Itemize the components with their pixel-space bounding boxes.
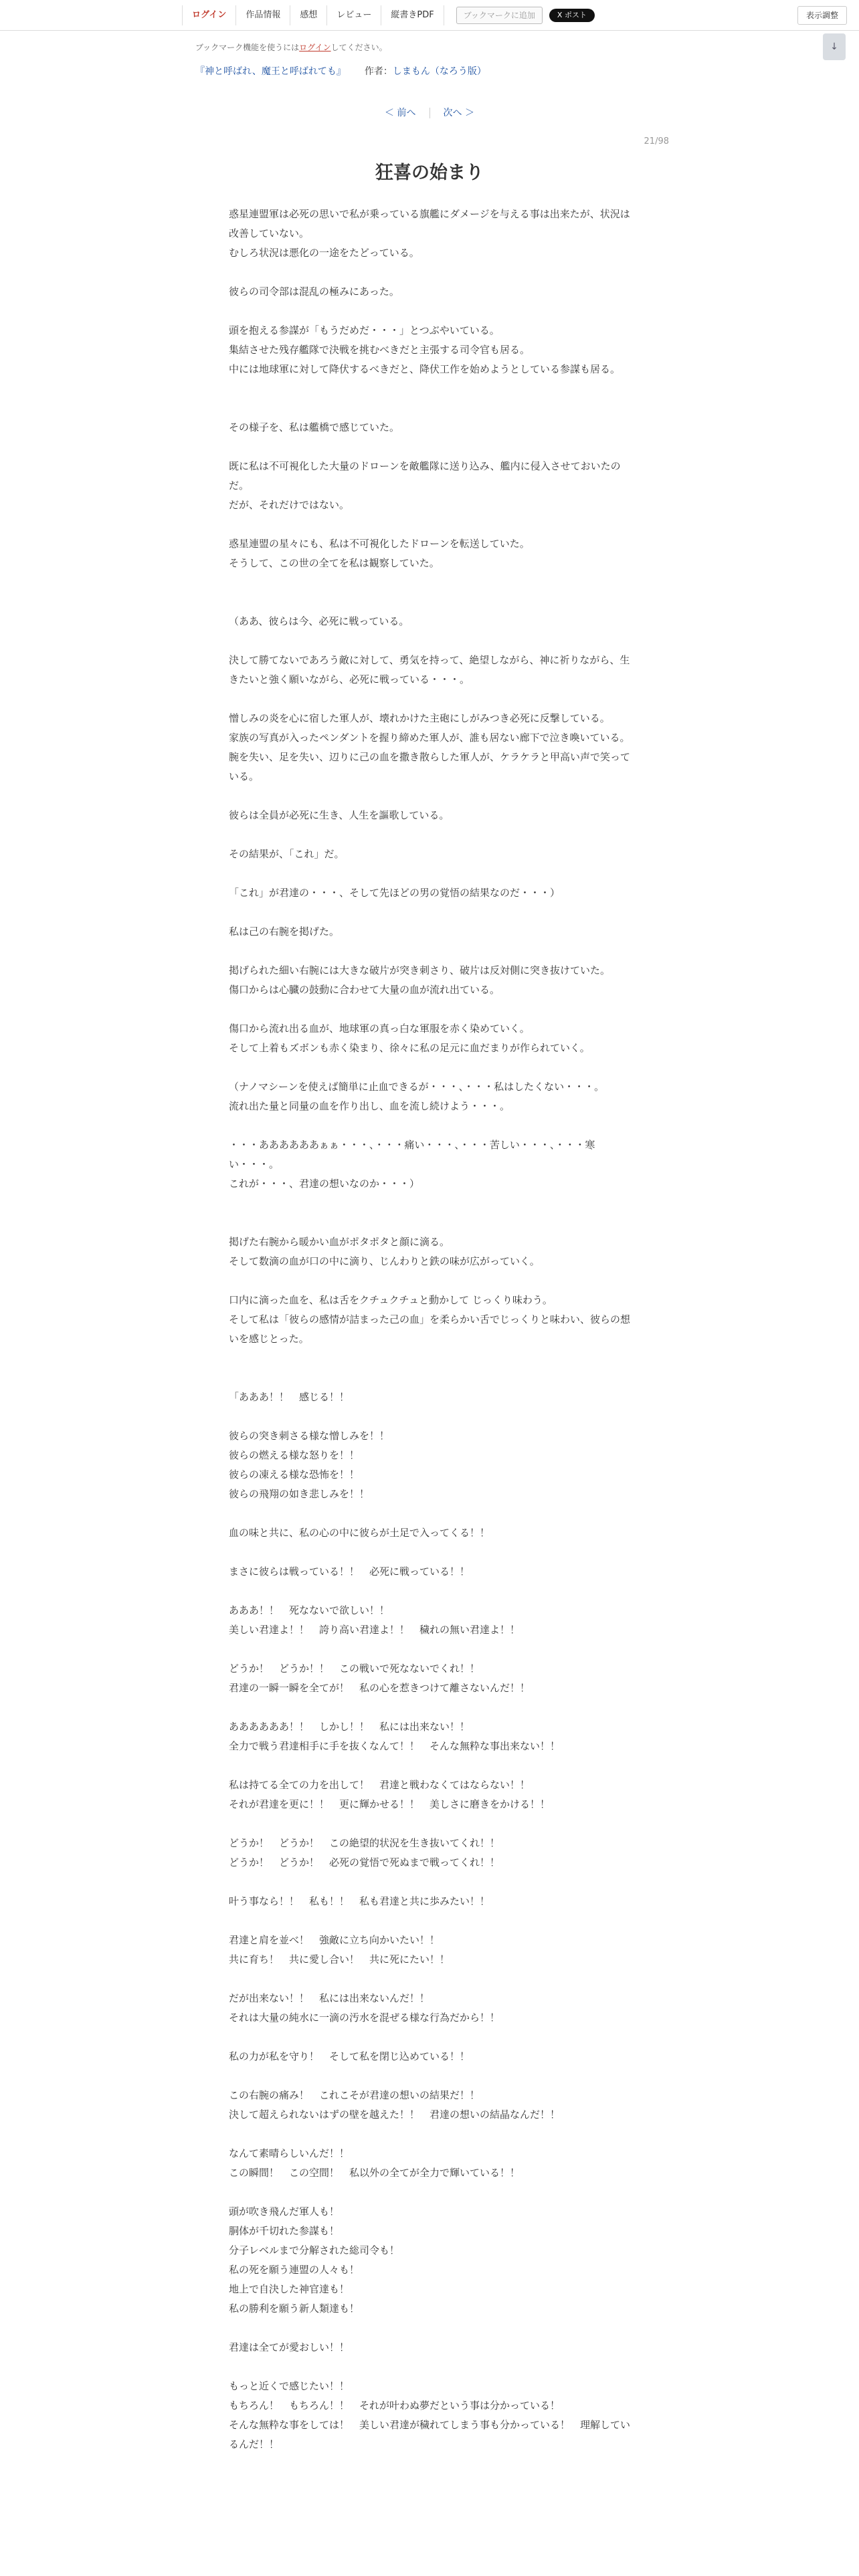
- chevron-down-icon: ↓: [830, 41, 838, 52]
- body-line: 全力で戦う君達相手に手を抜くなんて！！ そんな無粋な事出来ない！！: [229, 1740, 561, 1752]
- body-line: 私の勝利を願う新人類達も！: [229, 2302, 360, 2315]
- pager: [0, 106, 859, 119]
- body-line: 私は己の右腕を掲げた。: [229, 926, 340, 938]
- body-line: その結果が、「これ」だ。: [229, 848, 345, 860]
- body-line: 決して超えられないはずの壁を越えた！！ 君達の想いの結晶なんだ！！: [229, 2109, 561, 2121]
- body-line: どうか！ どうか！！ この戦いで死なないでくれ！！: [229, 1662, 480, 1675]
- body-line: どうか！ どうか！ 必死の覚悟で死ぬまで戦ってくれ！！: [229, 1856, 500, 1868]
- body-line: [229, 573, 630, 593]
- body-line: 惑星連盟の星々にも、私は不可視化したドローンを転送していた。: [229, 538, 530, 550]
- impressions-link[interactable]: 感想: [290, 5, 326, 25]
- body-line: [229, 631, 630, 651]
- body-line: 口内に滴った血を、私は舌をクチュクチュと動かして じっくり味わう。: [229, 1294, 553, 1306]
- body-line: [229, 2028, 630, 2047]
- body-line: そんな無粋な事をしては！ 美しい君達が穢れてしまう事も分かっている！ 理解しているんだ！！: [229, 2419, 631, 2450]
- scroll-down-button[interactable]: [823, 33, 846, 60]
- body-line: [229, 263, 630, 282]
- body-line: [229, 515, 630, 534]
- body-line: そして上着もズボンも赤く染まり、徐々に私の足元に血だまりが作られていく。: [229, 1042, 590, 1054]
- body-line: 決して勝てないであろう敵に対して、勇気を持って、絶望しながら、神に祈りながら、生きたいと強く願いながら、必死に戦っている・・・。: [229, 654, 630, 685]
- body-line: なんて素晴らしいんだ！！: [229, 2147, 350, 2159]
- body-line: [229, 593, 630, 612]
- body-line: 私は持てる全ての力を出して！ 君達と戦わなくてはならない！！: [229, 1779, 531, 1791]
- body-line: [229, 1058, 630, 1077]
- novel-info-link[interactable]: 作品情報: [235, 5, 290, 25]
- notice-prefix: ブックマーク機能を使うには: [195, 43, 300, 52]
- body-line: [229, 1213, 630, 1232]
- body-line: [229, 786, 630, 806]
- body-line: 君達の一瞬一瞬を全てが！ 私の心を惹きつけて離さないんだ！！: [229, 1682, 531, 1694]
- body-line: [229, 1911, 630, 1931]
- body-line: [229, 1582, 630, 1601]
- body-line: ・・・ああああああぁぁ・・・、・・・痛い・・・、・・・苦しい・・・、・・・寒い・・・。: [229, 1139, 595, 1170]
- body-line: それは大量の純水に一滴の汚水を混ぜる様な行為だから！！: [229, 2012, 500, 2024]
- body-line: そして数滴の血が口の中に滴り、じんわりと鉄の味が広がっていく。: [229, 1255, 540, 1267]
- body-line: 掲げられた細い右腕には大きな破片が突き刺さり、破片は反対側に突き抜けていた。: [229, 964, 611, 976]
- body-line: 地上で自決した神官達も！: [229, 2283, 350, 2295]
- body-line: 集結させた残存艦隊で決戦を挑むべきだと主張する司令官も居る。: [229, 344, 531, 356]
- body-line: 彼らの突き刺さる様な憎しみを！！: [229, 1430, 390, 1442]
- body-line: 惑星連盟軍は必死の思いで私が乗っている旗艦にダメージを与える事は出来たが、状況は改善していない。: [229, 208, 630, 239]
- notice-login-link[interactable]: ログイン: [299, 43, 331, 52]
- body-line: [229, 1349, 630, 1368]
- chapter-title: 狂喜の始まり: [375, 163, 484, 183]
- body-line: 頭が吹き飛んだ軍人も！: [229, 2206, 340, 2218]
- body-line: 中には地球軍に対して降伏するべきだと、降伏工作を始めようとしている参謀も居る。: [229, 363, 621, 375]
- body-line: 彼らの司令部は混乱の極みにあった。: [229, 286, 399, 298]
- add-bookmark-button[interactable]: ブックマークに追加: [456, 7, 543, 24]
- body-line: 私の死を願う連盟の人々も！: [229, 2264, 360, 2276]
- body-line: むしろ状況は悪化の一途をたどっている。: [229, 247, 419, 259]
- body-line: 叶う事なら！！ 私も！！ 私も君達と共に歩みたい！！: [229, 1895, 490, 1907]
- body-line: [229, 2357, 630, 2377]
- body-line: [229, 1000, 630, 1019]
- body-line: 彼らの凍える様な恐怖を！！: [229, 1469, 360, 1481]
- body-line: [229, 942, 630, 961]
- body-line: （ナノマシーンを使えば簡単に止血できるが・・・、・・・私はしたくない・・・。: [229, 1081, 605, 1093]
- body-line: 彼らの飛翔の如き悲しみを！！: [229, 1488, 370, 1500]
- body-line: そうして、この世の全てを私は観察していた。: [229, 557, 440, 569]
- body-line: 掲げた右腕から暖かい血がポタポタと顔に滴る。: [229, 1236, 450, 1248]
- body-line: [229, 1640, 630, 1659]
- top-bar: [0, 0, 859, 31]
- body-line: だが、それだけではない。: [229, 499, 350, 511]
- body-line: 「あああ！！ 感じる！！: [229, 1391, 350, 1403]
- body-line: この右腕の痛み！ これこそが君達の想いの結果だ！！: [229, 2089, 480, 2101]
- chapter-body: [229, 205, 630, 2454]
- login-link[interactable]: ログイン: [182, 5, 235, 25]
- review-link[interactable]: レビュー: [326, 5, 381, 25]
- body-line: 傷口から流れ出る血が、地球軍の真っ白な軍服を赤く染めていく。: [229, 1023, 530, 1035]
- body-line: [229, 379, 630, 399]
- notice-suffix: してください。: [330, 43, 387, 52]
- body-line: [229, 1814, 630, 1834]
- body-line: 憎しみの炎を心に宿した軍人が、壊れかけた主砲にしがみつき必死に反撃している。: [229, 712, 610, 724]
- body-line: 頭を抱える参謀が「もうだめだ・・・」とつぶやいている。: [229, 324, 500, 336]
- display-settings-button[interactable]: 表示調整: [797, 6, 847, 25]
- novel-title-link[interactable]: 『神と呼ばれ、魔王と呼ばれても』: [195, 66, 346, 77]
- body-line: [229, 1698, 630, 1717]
- body-line: 彼らは全員が必死に生き、人生を謳歌している。: [229, 809, 450, 821]
- body-line: 私の力が私を守り！ そして私を閉じ込めている！！: [229, 2050, 470, 2062]
- body-line: それが君達を更に！！ 更に輝かせる！！ 美しさに磨きをかける！！: [229, 1798, 551, 1810]
- body-line: 家族の写真が入ったペンダントを握り締めた軍人が、誰も居ない廊下で泣き喚いている。: [229, 732, 630, 744]
- body-line: [229, 2319, 630, 2338]
- body-line: 血の味と共に、私の心の中に彼らが土足で入ってくる！！: [229, 1527, 490, 1539]
- body-line: その様子を、私は艦橋で感じていた。: [229, 421, 400, 433]
- body-line: 腕を失い、足を失い、辺りに己の血を撒き散らした軍人が、ケラケラと甲高い声で笑っている。: [229, 751, 631, 782]
- body-line: [229, 1271, 630, 1291]
- body-line: 既に私は不可視化した大量のドローンを敵艦隊に送り込み、艦内に侵入させておいたのだ。: [229, 460, 621, 492]
- body-line: （ああ、彼らは今、必死に戦っている。: [229, 615, 409, 627]
- author-link[interactable]: しまもん（なろう版）: [392, 66, 486, 77]
- body-line: ああああああ！！ しかし！！ 私には出来ない！！: [229, 1721, 470, 1733]
- author-label: 作者：: [364, 66, 393, 77]
- body-line: [229, 864, 630, 883]
- body-line: どうか！ どうか！ この絶望的状況を生き抜いてくれ！！: [229, 1837, 500, 1849]
- login-notice: [195, 41, 387, 53]
- body-line: [229, 1194, 630, 1213]
- body-line: 流れ出た量と同量の血を作り出し、血を流し続けよう・・・。: [229, 1100, 510, 1112]
- body-line: 「これ」が君達の・・・、そして先ほどの男の覚悟の結果なのだ・・・）: [229, 887, 561, 899]
- body-line: 共に育ち！ 共に愛し合い！ 共に死にたい！！: [229, 1953, 450, 1965]
- body-line: [229, 2125, 630, 2144]
- body-line: [229, 1407, 630, 1426]
- body-line: [229, 825, 630, 845]
- body-line: [229, 302, 630, 321]
- body-line: だが出来ない！！ 私には出来ないんだ！！: [229, 1992, 430, 2004]
- body-line: 君達と肩を並べ！ 強敵に立ち向かいたい！！: [229, 1934, 440, 1946]
- body-line: [229, 1368, 630, 1388]
- body-line: [229, 1969, 630, 1989]
- body-line: これが・・・、君達の想いなのか・・・）: [229, 1178, 420, 1190]
- body-line: [229, 2066, 630, 2086]
- body-line: 分子レベルまで分解された総司令も！: [229, 2244, 400, 2256]
- body-line: [229, 1756, 630, 1776]
- body-line: 彼らの燃える様な怒りを！！: [229, 1449, 360, 1461]
- vertical-pdf-link[interactable]: 縦書きPDF: [381, 5, 444, 25]
- body-line: [229, 903, 630, 922]
- body-line: この瞬間！ この空間！ 私以外の全てが全力で輝いている！！: [229, 2167, 520, 2179]
- body-line: [229, 1543, 630, 1562]
- body-line: [229, 1504, 630, 1523]
- body-line: 傷口からは心臓の鼓動に合わせて大量の血が流れ出ている。: [229, 984, 500, 996]
- body-line: [229, 2183, 630, 2202]
- body-line: もちろん！ もちろん！！ それが叶わぬ夢だという事は分かっている！: [229, 2399, 561, 2411]
- body-line: 君達は全てが愛おしい！！: [229, 2341, 350, 2353]
- novel-info: [195, 64, 486, 78]
- body-line: [229, 437, 630, 457]
- body-line: 胴体が千切れた参謀も！: [229, 2225, 340, 2237]
- body-line: [229, 1872, 630, 1892]
- body-line: [229, 399, 630, 418]
- next-page-link[interactable]: 次へ ＞: [443, 108, 474, 118]
- page-number: 21/98: [644, 136, 669, 146]
- body-line: [229, 1116, 630, 1136]
- body-line: [229, 689, 630, 709]
- x-post-button[interactable]: X ポスト: [549, 9, 595, 22]
- body-line: あああ！！ 死なないで欲しい！！: [229, 1604, 390, 1616]
- body-line: 美しい君達よ！！ 誇り高い君達よ！！ 穢れの無い君達よ！！: [229, 1624, 520, 1636]
- prev-page-link[interactable]: ＜ 前へ: [385, 108, 416, 118]
- body-line: そして私は「彼らの感情が詰まった己の血」を柔らかい舌でじっくりと味わい、彼らの想いを感じとった。: [229, 1313, 631, 1345]
- body-line: もっと近くで感じたい！！: [229, 2380, 350, 2392]
- body-line: まさに彼らは戦っている！！ 必死に戦っている！！: [229, 1566, 470, 1578]
- header-nav: [182, 5, 595, 25]
